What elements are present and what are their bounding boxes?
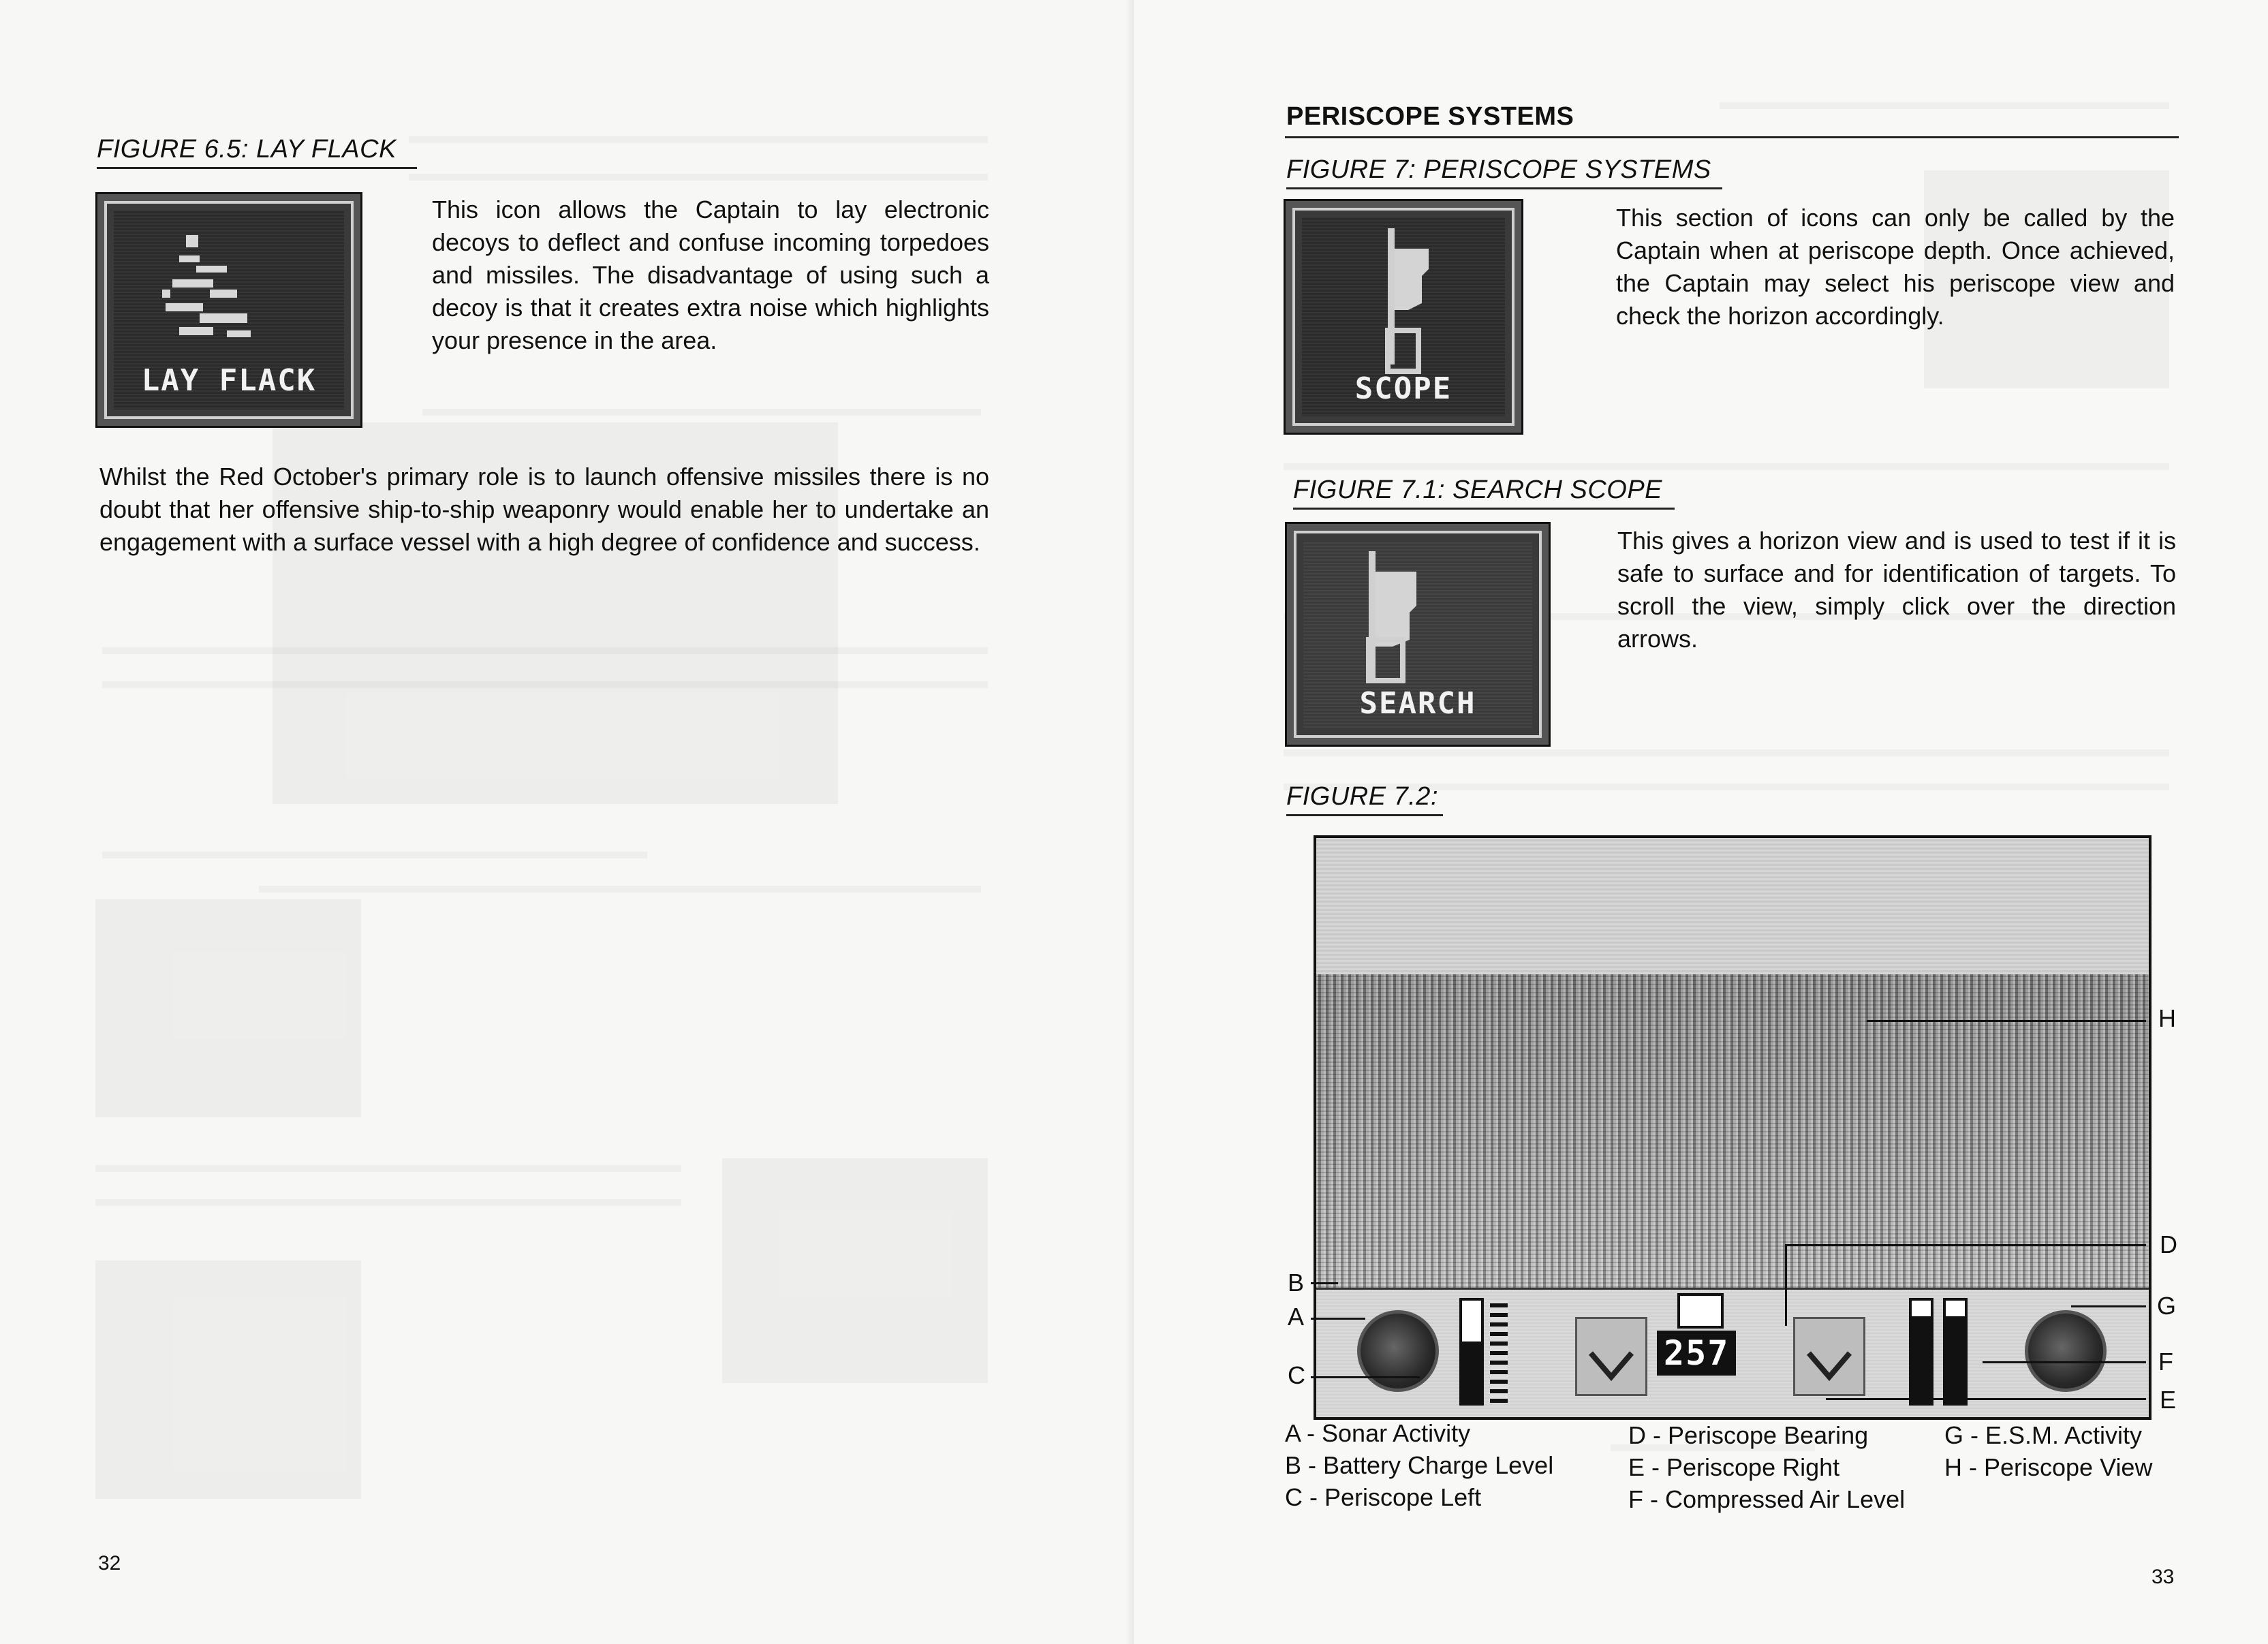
callout-line-d-drop xyxy=(1785,1244,1787,1326)
page-number: 32 xyxy=(98,1552,121,1575)
legend-item: H - Periscope View xyxy=(1944,1453,2153,1481)
icon-label: SEARCH xyxy=(1359,686,1476,721)
search-scope-icon xyxy=(1285,522,1551,747)
periscope-sky xyxy=(1316,838,2149,974)
callout-h: H xyxy=(2158,1004,2176,1032)
lay-flack-icon xyxy=(95,192,362,428)
page-number: 33 xyxy=(2152,1566,2175,1588)
compressed-air-gauge xyxy=(1909,1298,1933,1406)
scope-icon xyxy=(1284,199,1523,435)
figure-7-2-caption: FIGURE 7.2: xyxy=(1286,782,1443,816)
legend-column-1 xyxy=(1285,1417,1553,1513)
callout-line-c xyxy=(1311,1376,1420,1378)
callout-b: B xyxy=(1288,1269,1305,1297)
section-rule xyxy=(1285,136,2179,138)
gauge-scale xyxy=(1490,1301,1508,1403)
lay-flack-description: This icon allows the Captain to lay electronic decoys to deflect and confuse incoming torpedoes and missiles. The disadvantage of using such a decoy is that it creates extra noise which highlights your presence in the area. xyxy=(432,196,989,354)
show-through-line xyxy=(1284,463,2169,470)
show-through-line xyxy=(259,886,981,893)
legend-item: F - Compressed Air Level xyxy=(1628,1485,1906,1513)
legend-item: G - E.S.M. Activity xyxy=(1944,1421,2143,1449)
sonar-activity-dial xyxy=(1357,1310,1439,1392)
show-through-line xyxy=(1720,102,2169,109)
callout-line-a xyxy=(1311,1318,1365,1320)
legend-item: B - Battery Charge Level xyxy=(1285,1451,1554,1479)
esm-activity-dial xyxy=(2025,1310,2107,1392)
show-through-line xyxy=(1284,749,2169,756)
callout-line-h xyxy=(1867,1020,2146,1022)
callout-line-d xyxy=(1785,1244,2146,1246)
callout-line-e xyxy=(1826,1398,2146,1400)
legend-column-3 xyxy=(1944,1419,2152,1483)
periscope-left-arrow xyxy=(1575,1317,1647,1396)
figure-caption: FIGURE 6.5: LAY FLACK xyxy=(97,135,417,169)
periscope-bearing-readout: 257 xyxy=(1657,1331,1736,1376)
figure-7-1-caption: FIGURE 7.1: SEARCH SCOPE xyxy=(1293,476,1675,510)
figure-7-1-description: This gives a horizon view and is used to test if it is safe to surface and for identification of targets. To scroll the view, simply click over the direction arrows. xyxy=(1617,527,2176,653)
legend-item: E - Periscope Right xyxy=(1628,1453,1840,1481)
callout-g: G xyxy=(2157,1292,2177,1320)
show-through-block xyxy=(95,899,361,1117)
bearing-indicator xyxy=(1677,1293,1724,1329)
icon-label: SCOPE xyxy=(1354,371,1453,406)
callout-a: A xyxy=(1288,1303,1305,1331)
show-through-line xyxy=(95,1199,681,1206)
show-through-line xyxy=(422,409,981,416)
show-through-block xyxy=(722,1158,988,1383)
callout-line-g xyxy=(2071,1305,2146,1307)
legend-column-2 xyxy=(1628,1419,1905,1515)
callout-f: F xyxy=(2158,1348,2173,1376)
show-through-line xyxy=(102,647,988,654)
show-through-line xyxy=(95,1165,681,1172)
show-through-line xyxy=(409,174,988,181)
show-through-line xyxy=(409,136,988,143)
body-paragraph: Whilst the Red October's primary role is to launch offensive missiles there is no doubt that her offensive ship-to-ship weaponry would enable her to undertake an engagement with a surface vessel with a high degree of confidence and success. xyxy=(99,463,989,556)
show-through-line xyxy=(102,681,988,688)
show-through-line xyxy=(102,852,647,858)
callout-line-b xyxy=(1311,1282,1338,1284)
figure-7-caption: FIGURE 7: PERISCOPE SYSTEMS xyxy=(1286,155,1722,189)
section-heading: PERISCOPE SYSTEMS xyxy=(1286,102,1574,131)
legend-item: A - Sonar Activity xyxy=(1285,1419,1471,1447)
periscope-screenshot xyxy=(1314,835,2152,1420)
compressed-air-gauge-2 xyxy=(1943,1298,1968,1406)
legend-item: C - Periscope Left xyxy=(1285,1483,1482,1511)
callout-line-f xyxy=(1983,1361,2146,1363)
show-through-block xyxy=(95,1260,361,1499)
callout-c: C xyxy=(1288,1361,1305,1389)
periscope-right-arrow xyxy=(1793,1317,1865,1396)
callout-e: E xyxy=(2160,1386,2177,1414)
legend-item: D - Periscope Bearing xyxy=(1628,1421,1869,1449)
icon-label: LAY FLACK xyxy=(141,363,317,398)
battery-charge-gauge xyxy=(1459,1298,1484,1406)
figure-7-description: This section of icons can only be called by the Captain when at periscope depth. Once achieved, the Captain may select his periscope view and check the horizon accordingly. xyxy=(1616,204,2175,330)
callout-d: D xyxy=(2160,1230,2177,1258)
